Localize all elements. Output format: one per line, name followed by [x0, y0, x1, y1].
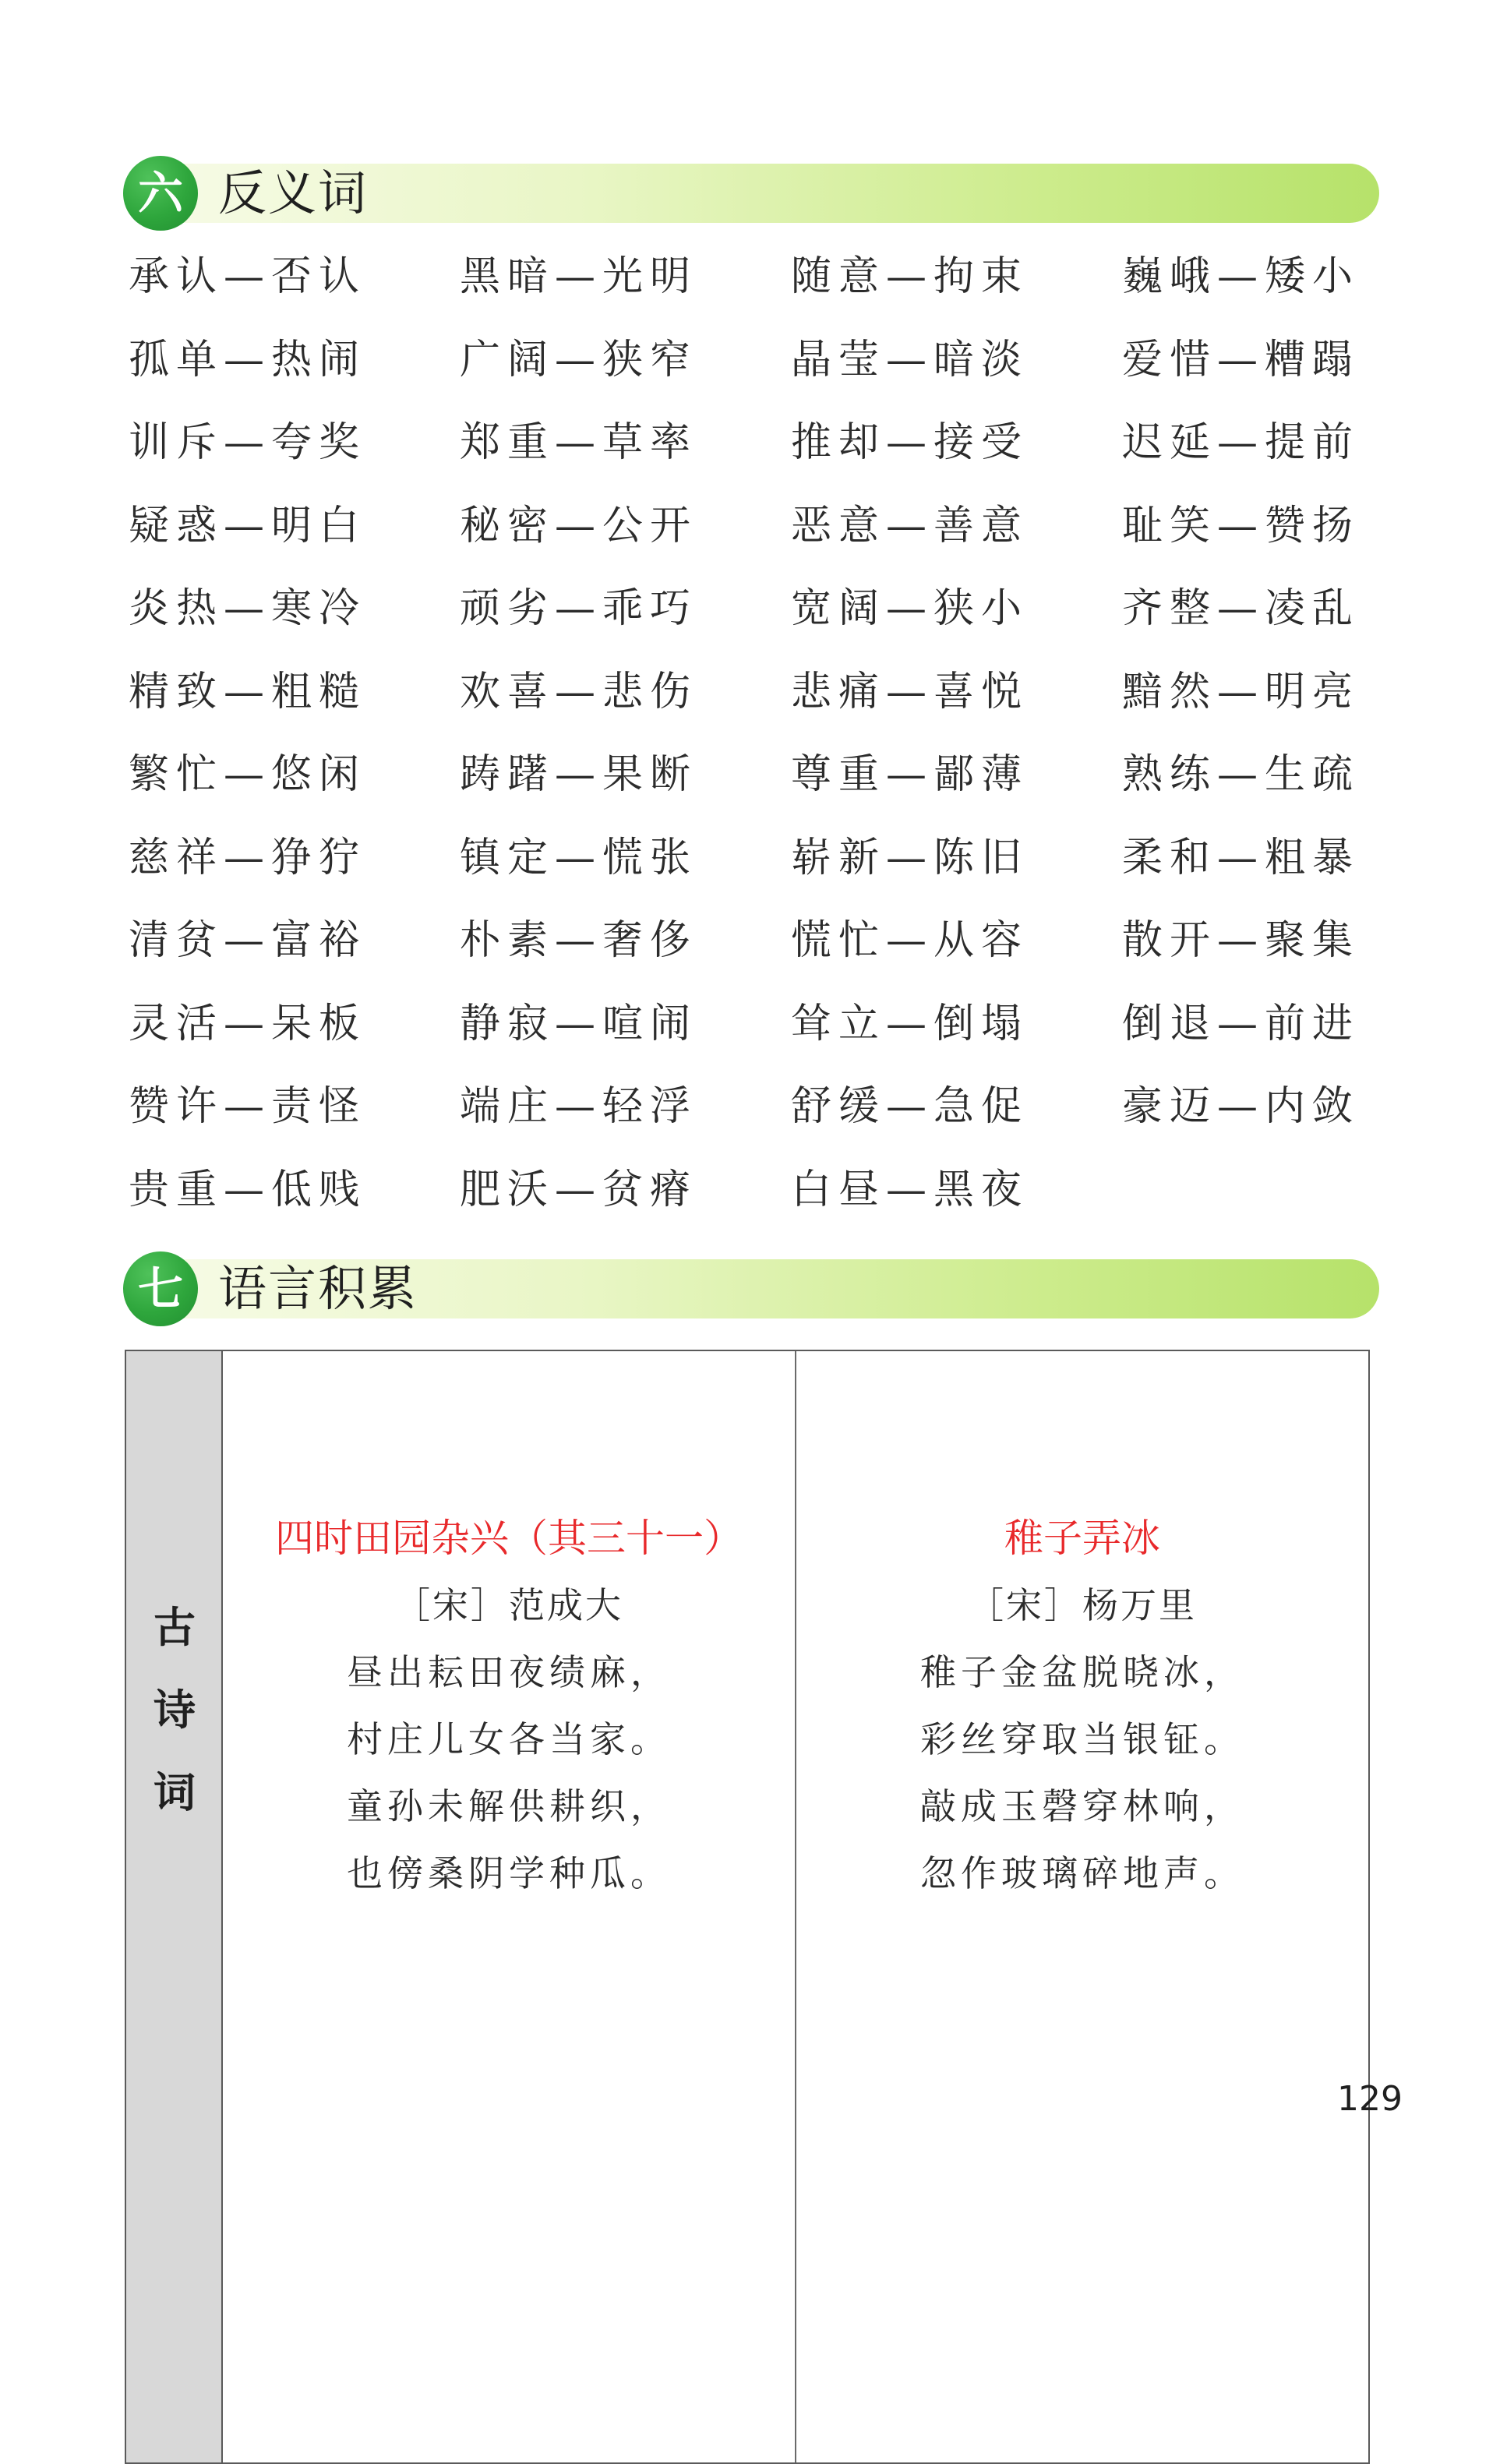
- section-number-badge: 七: [123, 1251, 198, 1326]
- poem-line: 忽作玻璃碎地声。: [920, 1852, 1244, 1894]
- antonym-pair: 疑惑—明白: [129, 503, 367, 549]
- poem-line: 也傍桑阴学种瓜。: [347, 1852, 671, 1894]
- antonym-pair: 精致—粗糙: [129, 669, 367, 715]
- antonym-pair: 慈祥—狰狞: [129, 835, 367, 881]
- antonym-pair: 晶莹—暗淡: [791, 337, 1029, 383]
- poem-line: 村庄儿女各当家。: [347, 1718, 671, 1760]
- section-title: 语言积累: [218, 1260, 418, 1317]
- antonym-pair: 豪迈—内敛: [1122, 1083, 1361, 1130]
- antonym-pair: 孤单—热闹: [129, 337, 367, 383]
- antonym-pair: 熟练—生疏: [1122, 751, 1361, 798]
- category-label-char: 词: [154, 1768, 196, 1817]
- antonym-pair: 肥沃—贫瘠: [460, 1167, 698, 1213]
- poem-line: 彩丝穿取当银钲。: [920, 1718, 1244, 1760]
- antonym-pair: 朴素—奢侈: [460, 917, 698, 964]
- antonym-pair: 巍峨—矮小: [1122, 253, 1361, 300]
- poem-line: 昼出耘田夜绩麻，: [347, 1651, 671, 1693]
- antonym-pair: 崭新—陈旧: [791, 835, 1029, 881]
- antonym-pair: 炎热—寒冷: [129, 585, 367, 632]
- antonym-pair: 欢喜—悲伤: [460, 669, 698, 715]
- poem-author: ［宋］杨万里: [968, 1584, 1197, 1626]
- antonym-pair: 灵活—呆板: [129, 1001, 367, 1047]
- ancient-poetry-table: [125, 1350, 1370, 2464]
- poem-title: 四时田园杂兴（其三十一）: [275, 1516, 743, 1561]
- antonym-pair: 顽劣—乖巧: [460, 585, 698, 632]
- section-title: 反义词: [218, 164, 369, 221]
- poem-title: 稚子弄冰: [1004, 1516, 1160, 1561]
- antonym-pair: 随意—拘束: [791, 253, 1029, 300]
- antonym-pair: 广阔—狭窄: [460, 337, 698, 383]
- antonym-pair: 黯然—明亮: [1122, 669, 1361, 715]
- antonym-pair: 静寂—喧闹: [460, 1001, 698, 1047]
- antonym-pair: 迟延—提前: [1122, 419, 1361, 466]
- page-number: 129: [1337, 2079, 1403, 2119]
- antonym-pair: 恶意—善意: [791, 503, 1029, 549]
- antonym-pair: 贵重—低贱: [129, 1167, 367, 1213]
- category-label-char: 诗: [154, 1686, 196, 1735]
- antonym-pair: 秘密—公开: [460, 503, 698, 549]
- antonym-pair: 繁忙—悠闲: [129, 751, 367, 798]
- section-header-accumulation: [123, 1251, 1379, 1326]
- poem-line: 稚子金盆脱晓冰，: [920, 1651, 1244, 1693]
- antonym-pair: 耻笑—赞扬: [1122, 503, 1361, 549]
- antonym-pair: 尊重—鄙薄: [791, 751, 1029, 798]
- section-header-antonyms: [123, 156, 1379, 231]
- antonym-pair: 齐整—凌乱: [1122, 585, 1361, 632]
- antonym-pair: 散开—聚集: [1122, 917, 1361, 964]
- antonym-pair: 倒退—前进: [1122, 1001, 1361, 1047]
- antonym-pair: 清贫—富裕: [129, 917, 367, 964]
- antonym-pair: 训斥—夸奖: [129, 419, 367, 466]
- antonym-pair: 镇定—慌张: [460, 835, 698, 881]
- poem-yang-wanli: [796, 1351, 1368, 2462]
- antonym-pair: 黑暗—光明: [460, 253, 698, 300]
- antonym-pair: 耸立—倒塌: [791, 1001, 1029, 1047]
- antonym-pair: 承认—否认: [129, 253, 367, 300]
- antonym-grid: [129, 249, 1375, 1247]
- antonym-pair: 悲痛—喜悦: [791, 669, 1029, 715]
- poem-fancheng-da: [223, 1351, 795, 2462]
- section-number-badge: 六: [123, 156, 198, 231]
- antonym-pair: 慌忙—从容: [791, 917, 1029, 964]
- antonym-pair: 赞许—责怪: [129, 1083, 367, 1130]
- antonym-pair: 推却—接受: [791, 419, 1029, 466]
- antonym-pair: 爱惜—糟蹋: [1122, 337, 1361, 383]
- poem-line: 童孙未解供耕织，: [347, 1785, 671, 1827]
- category-label-column: [126, 1351, 223, 2462]
- antonym-pair: 柔和—粗暴: [1122, 835, 1361, 881]
- antonym-pair: 白昼—黑夜: [791, 1167, 1029, 1213]
- antonym-pair: 端庄—轻浮: [460, 1083, 698, 1130]
- poem-line: 敲成玉磬穿林响，: [920, 1785, 1244, 1827]
- category-label-char: 古: [154, 1603, 196, 1652]
- poem-author: ［宋］范成大: [394, 1584, 623, 1626]
- antonym-pair: 踌躇—果断: [460, 751, 698, 798]
- antonym-pair: 郑重—草率: [460, 419, 698, 466]
- antonym-pair: 宽阔—狭小: [791, 585, 1029, 632]
- antonym-pair: 舒缓—急促: [791, 1083, 1029, 1130]
